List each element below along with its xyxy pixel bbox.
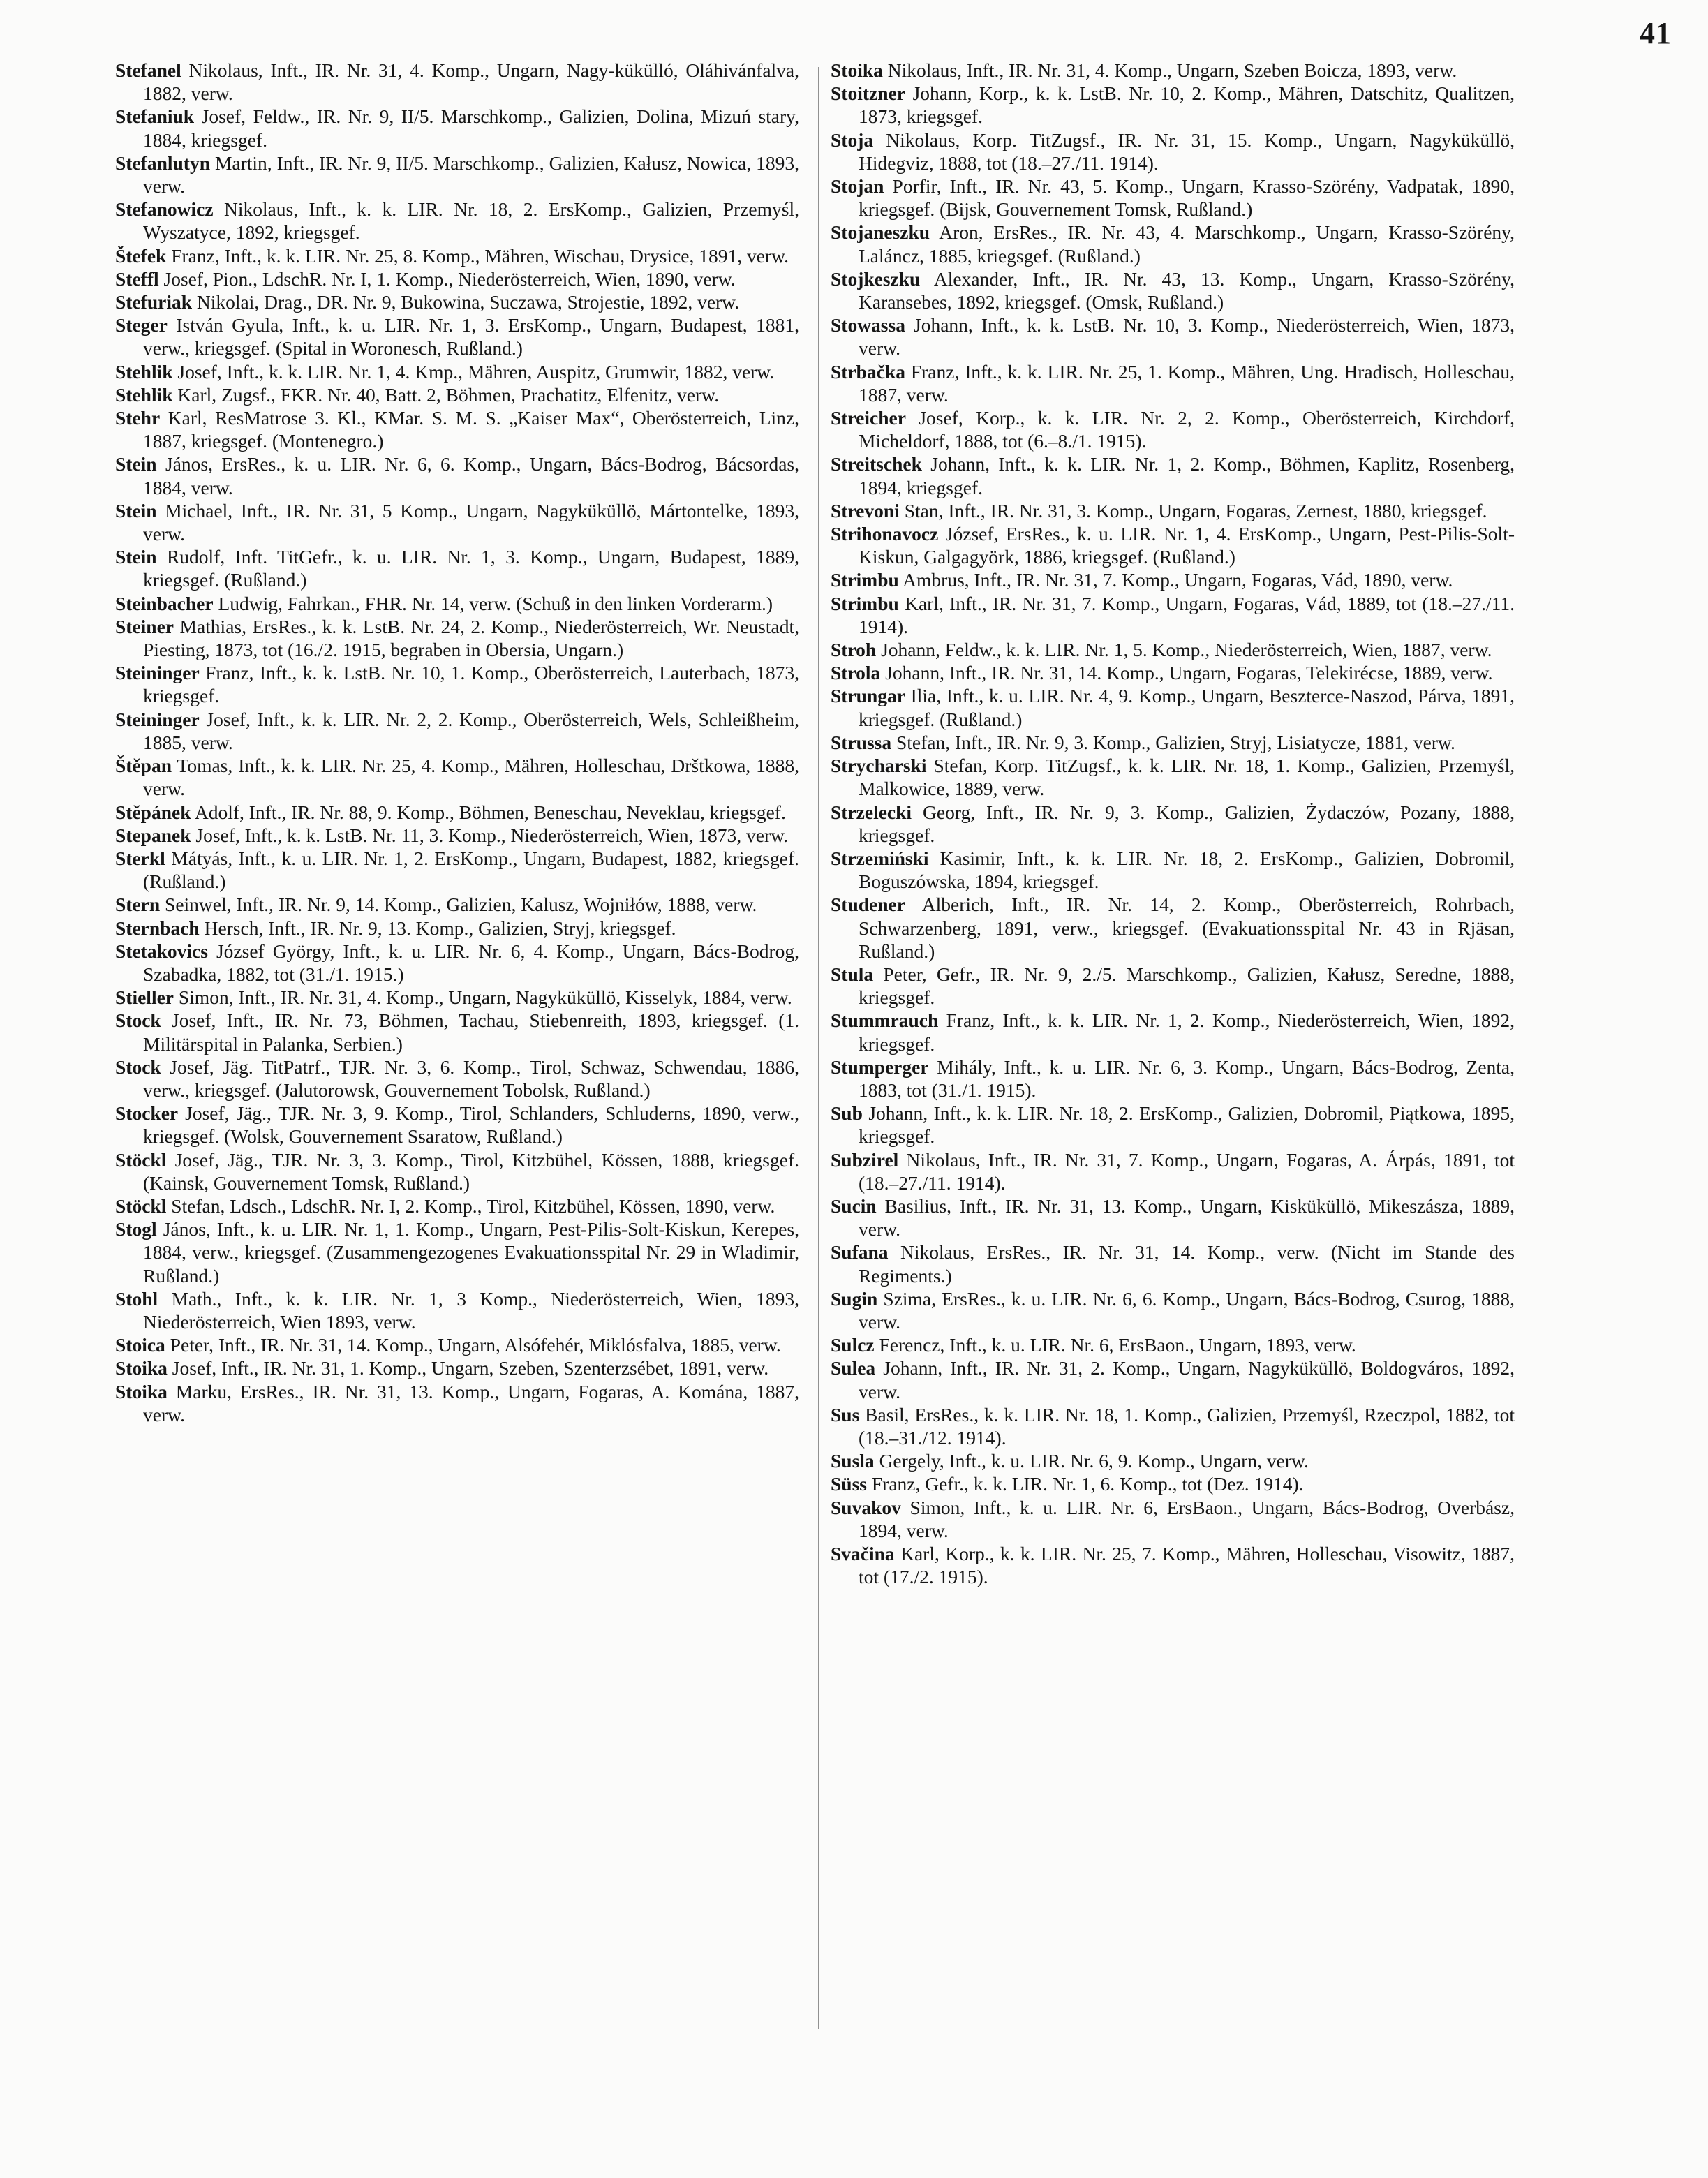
entry-details: Josef, Jäg., TJR. Nr. 3, 3. Komp., Tirol, Kitzbühel, Kössen, 1888, kriegsgef. (Kainsk, Gouvernement Tomsk, Rußland.): [143, 1148, 799, 1194]
casualty-entry: [115, 406, 799, 452]
entry-details: Karl, ResMatrose 3. Kl., KMar. S. M. S. „Kaiser Max“, Oberösterreich, Linz, 1887, kriegsgef. (Montenegro.): [143, 407, 800, 452]
entry-surname: Stefanowicz: [115, 198, 214, 221]
casualty-entry: [115, 917, 799, 940]
entry-surname: Steinbacher: [115, 592, 214, 614]
entry-details: Nikolai, Drag., DR. Nr. 9, Bukowina, Suczawa, Strojestie, 1892, verw.: [196, 291, 740, 313]
entry-details: József György, Inft., k. u. LIR. Nr. 6, 4. Komp., Ungarn, Bács-Bodrog, Szabadka, 1882, tot (31./1. 1915.): [143, 940, 800, 985]
entry-details: Nikolaus, ErsRes., IR. Nr. 31, 14. Komp., verw. (Nicht im Stande des Regiments.): [859, 1241, 1515, 1287]
entry-surname: Strzemiński: [831, 847, 929, 869]
casualty-entry: [115, 893, 799, 916]
casualty-entry: [115, 290, 799, 313]
casualty-entry: [831, 1148, 1515, 1194]
casualty-entry: [115, 313, 799, 360]
entry-surname: Svačina: [831, 1543, 895, 1564]
entry-details: Josef, Inft., k. k. LIR. Nr. 2, 2. Komp., Oberösterreich, Wels, Schleißheim, 1885, verw.: [143, 708, 799, 753]
casualty-entry: [831, 684, 1515, 730]
casualty-entry: [115, 1287, 799, 1333]
casualty-entry: [115, 244, 799, 267]
casualty-entry: [831, 1009, 1515, 1055]
casualty-entry: [831, 499, 1515, 522]
casualty-entry: [831, 963, 1515, 1009]
entry-surname: Stepanek: [115, 824, 191, 846]
casualty-entry: [115, 940, 799, 986]
entry-details: Karl, Zugsf., FKR. Nr. 40, Batt. 2, Böhmen, Prachatitz, Elfenitz, verw.: [177, 383, 720, 406]
entry-surname: Stetakovics: [115, 940, 208, 962]
entry-surname: Sufana: [831, 1241, 889, 1264]
entry-surname: Stojkeszku: [831, 267, 921, 290]
entry-surname: Stefaniuk: [115, 105, 195, 128]
entry-details: Josef, Inft., k. k. LstB. Nr. 11, 3. Komp., Niederösterreich, Wien, 1873, verw.: [195, 824, 789, 846]
entry-surname: Sulcz: [831, 1334, 875, 1356]
casualty-entry: [831, 522, 1515, 568]
entry-surname: Štefek: [115, 244, 167, 267]
casualty-entry: [831, 754, 1515, 800]
entry-surname: Stowassa: [831, 314, 905, 336]
casualty-entry: [115, 545, 799, 591]
entry-details: Karl, Inft., IR. Nr. 31, 7. Komp., Ungarn, Fogaras, Vád, 1889, tot (18.–27./11. 1914).: [859, 592, 1515, 637]
entry-details: Kasimir, Inft., k. k. LIR. Nr. 18, 2. ErsKomp., Galizien, Dobromil, Boguszówska, 1894, kriegsgef.: [859, 847, 1515, 893]
casualty-entry: [831, 731, 1515, 754]
casualty-entry: [115, 452, 799, 498]
casualty-entry: [831, 175, 1515, 221]
entry-details: Simon, Inft., k. u. LIR. Nr. 6, ErsBaon., Ungarn, Bács-Bodrog, Overbász, 1894, verw.: [859, 1496, 1515, 1541]
entry-details: Franz, Inft., k. k. LIR. Nr. 25, 8. Komp., Mähren, Wischau, Drysice, 1891, verw.: [171, 244, 789, 267]
entry-details: Franz, Gefr., k. k. LIR. Nr. 1, 6. Komp., tot (Dez. 1914).: [871, 1473, 1304, 1495]
entry-details: Mihály, Inft., k. u. LIR. Nr. 6, 3. Komp., Ungarn, Bács-Bodrog, Zenta, 1883, tot (31./1. 1915).: [859, 1055, 1515, 1101]
casualty-entry: [115, 847, 799, 893]
entry-surname: Štěpan: [115, 755, 172, 777]
entry-surname: Stojaneszku: [831, 221, 930, 244]
casualty-entry: [115, 754, 799, 800]
entry-surname: Strbačka: [831, 360, 905, 383]
entry-surname: Steininger: [115, 708, 200, 730]
casualty-entry: [115, 1102, 799, 1148]
entry-surname: Steffl: [115, 267, 159, 290]
entry-surname: Stern: [115, 894, 161, 916]
entry-surname: Stocker: [115, 1102, 179, 1125]
entry-details: Tomas, Inft., k. k. LIR. Nr. 25, 4. Komp., Mähren, Holleschau, Drštkowa, 1888, verw.: [143, 755, 799, 800]
entry-surname: Sternbach: [115, 917, 200, 939]
casualty-entry: [115, 499, 799, 545]
entry-surname: Stummrauch: [831, 1009, 939, 1032]
casualty-entry: [831, 1472, 1515, 1495]
entry-details: Johann, Korp., k. k. LstB. Nr. 10, 2. Komp., Mähren, Datschitz, Qualitzen, 1873, kriegsgef.: [859, 82, 1515, 128]
entry-details: Josef, Feldw., IR. Nr. 9, II/5. Marschkomp., Galizien, Dolina, Mizuń stary, 1884, kriegsgef.: [143, 105, 800, 151]
entry-details: Ludwig, Fahrkan., FHR. Nr. 14, verw. (Schuß in den linken Vorderarm.): [218, 592, 773, 614]
entry-details: Hersch, Inft., IR. Nr. 9, 13. Komp., Galizien, Stryj, kriegsgef.: [204, 917, 676, 939]
casualty-entry: [831, 267, 1515, 313]
entry-details: Math., Inft., k. k. LIR. Nr. 1, 3 Komp., Niederösterreich, Wien, 1893, Niederösterreich, Wien 1893, verw.: [143, 1287, 800, 1333]
entry-details: Alberich, Inft., IR. Nr. 14, 2. Komp., Oberösterreich, Rohrbach, Schwarzenberg, 1891, verw., kriegsgef. (Evakuationsspital Nr. 43 in Rjäsan, Rußland.): [859, 894, 1515, 962]
entry-details: Johann, Inft., IR. Nr. 31, 2. Komp., Ungarn, Nagyküküllö, Boldogváros, 1892, verw.: [859, 1357, 1515, 1402]
casualty-entry: [115, 1148, 799, 1194]
entry-surname: Sus: [831, 1403, 860, 1425]
casualty-entry: [115, 661, 799, 707]
entry-details: Porfir, Inft., IR. Nr. 43, 5. Komp., Ungarn, Krasso-Szörény, Vadpatak, 1890, kriegsgef. (Bijsk, Gouvernement Tomsk, Rußland.): [859, 175, 1515, 221]
entry-surname: Sugin: [831, 1287, 878, 1310]
entry-details: János, ErsRes., k. u. LIR. Nr. 6, 6. Komp., Ungarn, Bács-Bodrog, Bácsordas, 1884, verw.: [143, 453, 799, 498]
entry-details: Johann, Inft., k. k. LIR. Nr. 1, 2. Komp., Böhmen, Kaplitz, Rosenberg, 1894, kriegsgef.: [859, 453, 1515, 498]
entry-surname: Stehlik: [115, 383, 173, 406]
entry-details: István Gyula, Inft., k. u. LIR. Nr. 1, 3. ErsKomp., Ungarn, Budapest, 1881, verw., kriegsgef. (Spital in Woronesch, Rußland.): [143, 314, 799, 360]
casualty-entry: [831, 452, 1515, 498]
entry-surname: Sterkl: [115, 847, 165, 869]
casualty-entry: [831, 360, 1515, 406]
column-divider: [818, 67, 819, 2029]
entry-details: Josef, Korp., k. k. LIR. Nr. 2, 2. Komp., Oberösterreich, Kirchdorf, Micheldorf, 1888, tot (6.–8./1. 1915).: [859, 407, 1515, 452]
entry-details: Johann, Inft., k. k. LIR. Nr. 18, 2. ErsKomp., Galizien, Dobromil, Piątkowa, 1895, kriegsgef.: [859, 1102, 1515, 1148]
entry-surname: Stefuriak: [115, 291, 192, 313]
entry-surname: Strevoni: [831, 499, 900, 521]
entry-surname: Stumperger: [831, 1055, 929, 1078]
casualty-entry: [831, 661, 1515, 684]
entry-details: Nikolaus, Inft., k. k. LIR. Nr. 18, 2. ErsKomp., Galizien, Przemyśl, Wyszatyce, 1892, kriegsgef.: [143, 198, 799, 244]
casualty-entry: [115, 267, 799, 290]
entry-surname: Stoika: [115, 1357, 168, 1379]
entry-surname: Strussa: [831, 731, 892, 753]
entry-details: Simon, Inft., IR. Nr. 31, 4. Komp., Ungarn, Nagyküküllö, Kisselyk, 1884, verw.: [178, 986, 792, 1009]
casualty-entry: [115, 360, 799, 383]
entry-surname: Stock: [115, 1009, 161, 1032]
entry-details: Georg, Inft., IR. Nr. 9, 3. Komp., Galizien, Żydaczów, Pozany, 1888, kriegsgef.: [859, 801, 1515, 846]
casualty-entry: [115, 383, 799, 406]
entry-details: Gergely, Inft., k. u. LIR. Nr. 6, 9. Komp., Ungarn, verw.: [879, 1450, 1309, 1472]
casualty-entry: [115, 592, 799, 615]
entry-details: József, ErsRes., k. u. LIR. Nr. 1, 4. ErsKomp., Ungarn, Pest-Pilis-Solt-Kiskun, Galgagyörk, 1886, kriegsgef. (Rußland.): [859, 523, 1515, 568]
entry-surname: Strola: [831, 662, 881, 684]
casualty-entry: [115, 801, 799, 824]
entry-details: Mathias, ErsRes., k. k. LstB. Nr. 24, 2. Komp., Niederösterreich, Wr. Neustadt, Piesting, 1873, tot (16./2. 1915, begraben in Obersia, Ungarn.): [143, 615, 799, 661]
entry-details: Josef, Inft., IR. Nr. 31, 1. Komp., Ungarn, Szeben, Szenterzsébet, 1891, verw.: [172, 1357, 769, 1379]
entry-surname: Stoika: [831, 59, 883, 81]
casualty-entry: [831, 638, 1515, 661]
casualty-entry: [831, 59, 1515, 82]
entry-details: Josef, Jäg., TJR. Nr. 3, 9. Komp., Tirol, Schlanders, Schluderns, 1890, verw., kriegsgef. (Wolsk, Gouvernement Ssaratow, Rußland.): [143, 1102, 799, 1148]
casualty-entry: [831, 82, 1515, 128]
entry-surname: Stieller: [115, 986, 174, 1009]
entry-details: Karl, Korp., k. k. LIR. Nr. 25, 7. Komp., Mähren, Holleschau, Visowitz, 1887, tot (17./2. 1915).: [859, 1543, 1515, 1588]
entry-surname: Stehlik: [115, 360, 173, 383]
entry-details: Ambrus, Inft., IR. Nr. 31, 7. Komp., Ungarn, Fogaras, Vád, 1890, verw.: [903, 569, 1453, 591]
entry-surname: Stohl: [115, 1287, 158, 1310]
entry-surname: Stoika: [115, 1380, 168, 1402]
page-number: 41: [1640, 16, 1672, 50]
entry-surname: Stoitzner: [831, 82, 905, 105]
entry-details: Franz, Inft., k. k. LstB. Nr. 10, 1. Komp., Oberösterreich, Lauterbach, 1873, kriegsgef.: [143, 662, 799, 707]
entry-details: Nikolaus, Inft., IR. Nr. 31, 4. Komp., Ungarn, Szeben Boicza, 1893, verw.: [887, 59, 1457, 81]
entry-details: János, Inft., k. u. LIR. Nr. 1, 1. Komp., Ungarn, Pest-Pilis-Solt-Kiskun, Kerepes, 1884, verw., kriegsgef. (Zusammengezogenes Evakuationsspital Nr. 29 in Wladimir, Rußland.): [143, 1218, 800, 1287]
casualty-entry: [831, 1496, 1515, 1542]
entry-surname: Streitschek: [831, 453, 922, 475]
entry-details: Alexander, Inft., IR. Nr. 43, 13. Komp., Ungarn, Krasso-Szörény, Karansebes, 1892, kriegsgef. (Omsk, Rußland.): [859, 267, 1515, 313]
entry-details: Stan, Inft., IR. Nr. 31, 3. Komp., Ungarn, Fogaras, Zernest, 1880, kriegsgef.: [904, 499, 1487, 521]
casualty-entry: [115, 1009, 799, 1055]
casualty-entry: [115, 105, 799, 151]
entry-surname: Stock: [115, 1055, 161, 1078]
entry-surname: Strzelecki: [831, 801, 912, 823]
entry-surname: Sub: [831, 1102, 863, 1125]
entry-surname: Steininger: [115, 662, 200, 684]
entry-details: Johann, Feldw., k. k. LIR. Nr. 1, 5. Komp., Niederösterreich, Wien, 1887, verw.: [881, 639, 1492, 661]
casualty-entry: [115, 1217, 799, 1287]
entry-details: Peter, Gefr., IR. Nr. 9, 2./5. Marschkomp., Galizien, Kałusz, Seredne, 1888, kriegsgef.: [859, 963, 1515, 1009]
entry-details: Szima, ErsRes., k. u. LIR. Nr. 6, 6. Komp., Ungarn, Bács-Bodrog, Csurog, 1888, verw.: [859, 1287, 1515, 1333]
entry-surname: Stěpánek: [115, 801, 191, 823]
casualty-entry: [831, 1287, 1515, 1333]
casualty-entry: [115, 824, 799, 847]
casualty-entry: [115, 198, 799, 244]
casualty-entry: [115, 59, 799, 105]
casualty-entry: [831, 1333, 1515, 1356]
casualty-entry: [831, 847, 1515, 893]
entry-surname: Strihonavocz: [831, 523, 939, 545]
entry-details: Basilius, Inft., IR. Nr. 31, 13. Komp., Ungarn, Kisküküllö, Mikeszásza, 1889, verw.: [859, 1194, 1515, 1240]
entry-surname: Strimbu: [831, 592, 899, 614]
casualty-entry: [115, 615, 799, 661]
casualty-entry: [831, 221, 1515, 267]
entry-surname: Stoja: [831, 128, 874, 151]
entry-details: Stefan, Korp. TitZugsf., k. k. LIR. Nr. 18, 1. Komp., Galizien, Przemyśl, Malkowice, 1889, verw.: [859, 755, 1515, 800]
casualty-entry: [831, 1102, 1515, 1148]
casualty-entry: [115, 1356, 799, 1379]
entry-details: Stefan, Inft., IR. Nr. 9, 3. Komp., Galizien, Stryj, Lisiatycze, 1881, verw.: [896, 731, 1455, 753]
entry-surname: Stojan: [831, 175, 884, 198]
casualty-entry: [115, 151, 799, 198]
casualty-entry: [831, 1542, 1515, 1588]
entry-surname: Stogl: [115, 1218, 157, 1240]
entry-surname: Süss: [831, 1473, 867, 1495]
entry-surname: Susla: [831, 1450, 875, 1472]
entry-details: Ferencz, Inft., k. u. LIR. Nr. 6, ErsBaon., Ungarn, 1893, verw.: [879, 1334, 1356, 1356]
entry-details: Josef, Inft., IR. Nr. 73, Böhmen, Tachau, Stiebenreith, 1893, kriegsgef. (1. Militärspital in Palanka, Serbien.): [143, 1009, 799, 1055]
entry-surname: Stefanlutyn: [115, 151, 210, 174]
entry-details: Peter, Inft., IR. Nr. 31, 14. Komp., Ungarn, Alsófehér, Miklósfalva, 1885, verw.: [170, 1334, 781, 1356]
casualty-entry: [831, 406, 1515, 452]
entry-details: Martin, Inft., IR. Nr. 9, II/5. Marschkomp., Galizien, Kałusz, Nowica, 1893, verw.: [143, 151, 799, 198]
entry-surname: Studener: [831, 894, 905, 916]
entry-surname: Sucin: [831, 1194, 877, 1217]
entry-surname: Steiner: [115, 615, 174, 637]
entry-details: Franz, Inft., k. k. LIR. Nr. 1, 2. Komp., Niederösterreich, Wien, 1892, kriegsgef.: [859, 1009, 1515, 1055]
casualty-entry: [831, 1449, 1515, 1472]
casualty-entry: [115, 708, 799, 754]
entry-details: Ilia, Inft., k. u. LIR. Nr. 4, 9. Komp., Ungarn, Beszterce-Naszod, Párva, 1891, kriegsgef. (Rußland.): [859, 685, 1515, 730]
entry-surname: Stoica: [115, 1334, 165, 1356]
right-column: [831, 59, 1515, 1588]
casualty-entry: [115, 1380, 799, 1426]
entry-surname: Stein: [115, 546, 157, 568]
casualty-entry: [831, 313, 1515, 360]
entry-details: Rudolf, Inft. TitGefr., k. u. LIR. Nr. 1, 3. Komp., Ungarn, Budapest, 1889, kriegsgef. (Rußland.): [143, 546, 800, 591]
entry-details: Mátyás, Inft., k. u. LIR. Nr. 1, 2. ErsKomp., Ungarn, Budapest, 1882, kriegsgef. (Rußland.): [143, 847, 799, 893]
casualty-entry: [831, 128, 1515, 175]
entry-surname: Streicher: [831, 407, 906, 429]
entry-details: Aron, ErsRes., IR. Nr. 43, 4. Marschkomp., Ungarn, Krasso-Szörény, Laláncz, 1885, kriegsgef. (Rußland.): [859, 221, 1515, 267]
casualty-entry: [115, 1055, 799, 1102]
entry-surname: Steger: [115, 314, 168, 336]
entry-surname: Subzirel: [831, 1148, 899, 1171]
entry-details: Marku, ErsRes., IR. Nr. 31, 13. Komp., Ungarn, Fogaras, A. Komána, 1887, verw.: [143, 1380, 800, 1425]
casualty-entry: [115, 1333, 799, 1356]
entry-surname: Strimbu: [831, 569, 899, 591]
casualty-entry: [831, 592, 1515, 638]
casualty-entry: [831, 893, 1515, 963]
entry-surname: Stefanel: [115, 59, 181, 81]
left-column: [115, 59, 799, 1426]
casualty-entry: [831, 1240, 1515, 1287]
entry-surname: Stein: [115, 453, 157, 475]
entry-surname: Stroh: [831, 639, 877, 661]
entry-details: Johann, Inft., k. k. LstB. Nr. 10, 3. Komp., Niederösterreich, Wien, 1873, verw.: [859, 314, 1515, 360]
entry-surname: Stöckl: [115, 1194, 167, 1217]
entry-details: Josef, Inft., k. k. LIR. Nr. 1, 4. Kmp., Mähren, Auspitz, Grumwir, 1882, verw.: [177, 360, 775, 383]
entry-details: Nikolaus, Korp. TitZugsf., IR. Nr. 31, 15. Komp., Ungarn, Nagyküküllö, Hidegviz, 1888, tot (18.–27./11. 1914).: [859, 128, 1515, 174]
entry-surname: Stöckl: [115, 1148, 167, 1171]
casualty-entry: [831, 1356, 1515, 1402]
entry-details: Stefan, Ldsch., LdschR. Nr. I, 2. Komp., Tirol, Kitzbühel, Kössen, 1890, verw.: [171, 1194, 775, 1217]
casualty-entry: [831, 801, 1515, 847]
entry-surname: Stula: [831, 963, 874, 985]
entry-details: Nikolaus, Inft., IR. Nr. 31, 4. Komp., Ungarn, Nagy-kükülló, Oláhivánfalva, 1882, verw.: [143, 59, 799, 105]
casualty-entry: [831, 1055, 1515, 1102]
casualty-entry: [831, 1194, 1515, 1240]
entry-details: Johann, Inft., IR. Nr. 31, 14. Komp., Ungarn, Fogaras, Telekirécse, 1889, verw.: [885, 662, 1493, 684]
casualty-entry: [115, 986, 799, 1009]
entry-details: Seinwel, Inft., IR. Nr. 9, 14. Komp., Galizien, Kalusz, Wojniłów, 1888, verw.: [165, 894, 757, 916]
entry-surname: Strungar: [831, 685, 905, 707]
entry-surname: Suvakov: [831, 1496, 901, 1518]
entry-details: Nikolaus, Inft., IR. Nr. 31, 7. Komp., Ungarn, Fogaras, A. Árpás, 1891, tot (18.–27./11. 1914).: [859, 1148, 1515, 1194]
entry-surname: Stein: [115, 499, 157, 521]
casualty-entry: [831, 568, 1515, 591]
entry-surname: Strycharski: [831, 755, 927, 777]
entry-details: Franz, Inft., k. k. LIR. Nr. 25, 1. Komp., Mähren, Ung. Hradisch, Holleschau, 1887, verw.: [859, 360, 1515, 406]
entry-details: Basil, ErsRes., k. k. LIR. Nr. 18, 1. Komp., Galizien, Przemyśl, Rzeczpol, 1882, tot (18.–31./12. 1914).: [859, 1403, 1515, 1449]
entry-details: Michael, Inft., IR. Nr. 31, 5 Komp., Ungarn, Nagyküküllö, Mártontelke, 1893, verw.: [143, 499, 799, 545]
casualty-entry: [115, 1194, 799, 1217]
entry-details: Josef, Pion., LdschR. Nr. I, 1. Komp., Niederösterreich, Wien, 1890, verw.: [163, 267, 736, 290]
casualty-entry: [831, 1403, 1515, 1449]
entry-details: Adolf, Inft., IR. Nr. 88, 9. Komp., Böhmen, Beneschau, Neveklau, kriegsgef.: [194, 801, 786, 823]
entry-surname: Sulea: [831, 1357, 876, 1379]
entry-surname: Stehr: [115, 407, 161, 429]
entry-details: Josef, Jäg. TitPatrf., TJR. Nr. 3, 6. Komp., Tirol, Schwaz, Schwendau, 1886, verw., kriegsgef. (Jalutorowsk, Gouvernement Tobolsk, Rußland.): [143, 1055, 799, 1101]
